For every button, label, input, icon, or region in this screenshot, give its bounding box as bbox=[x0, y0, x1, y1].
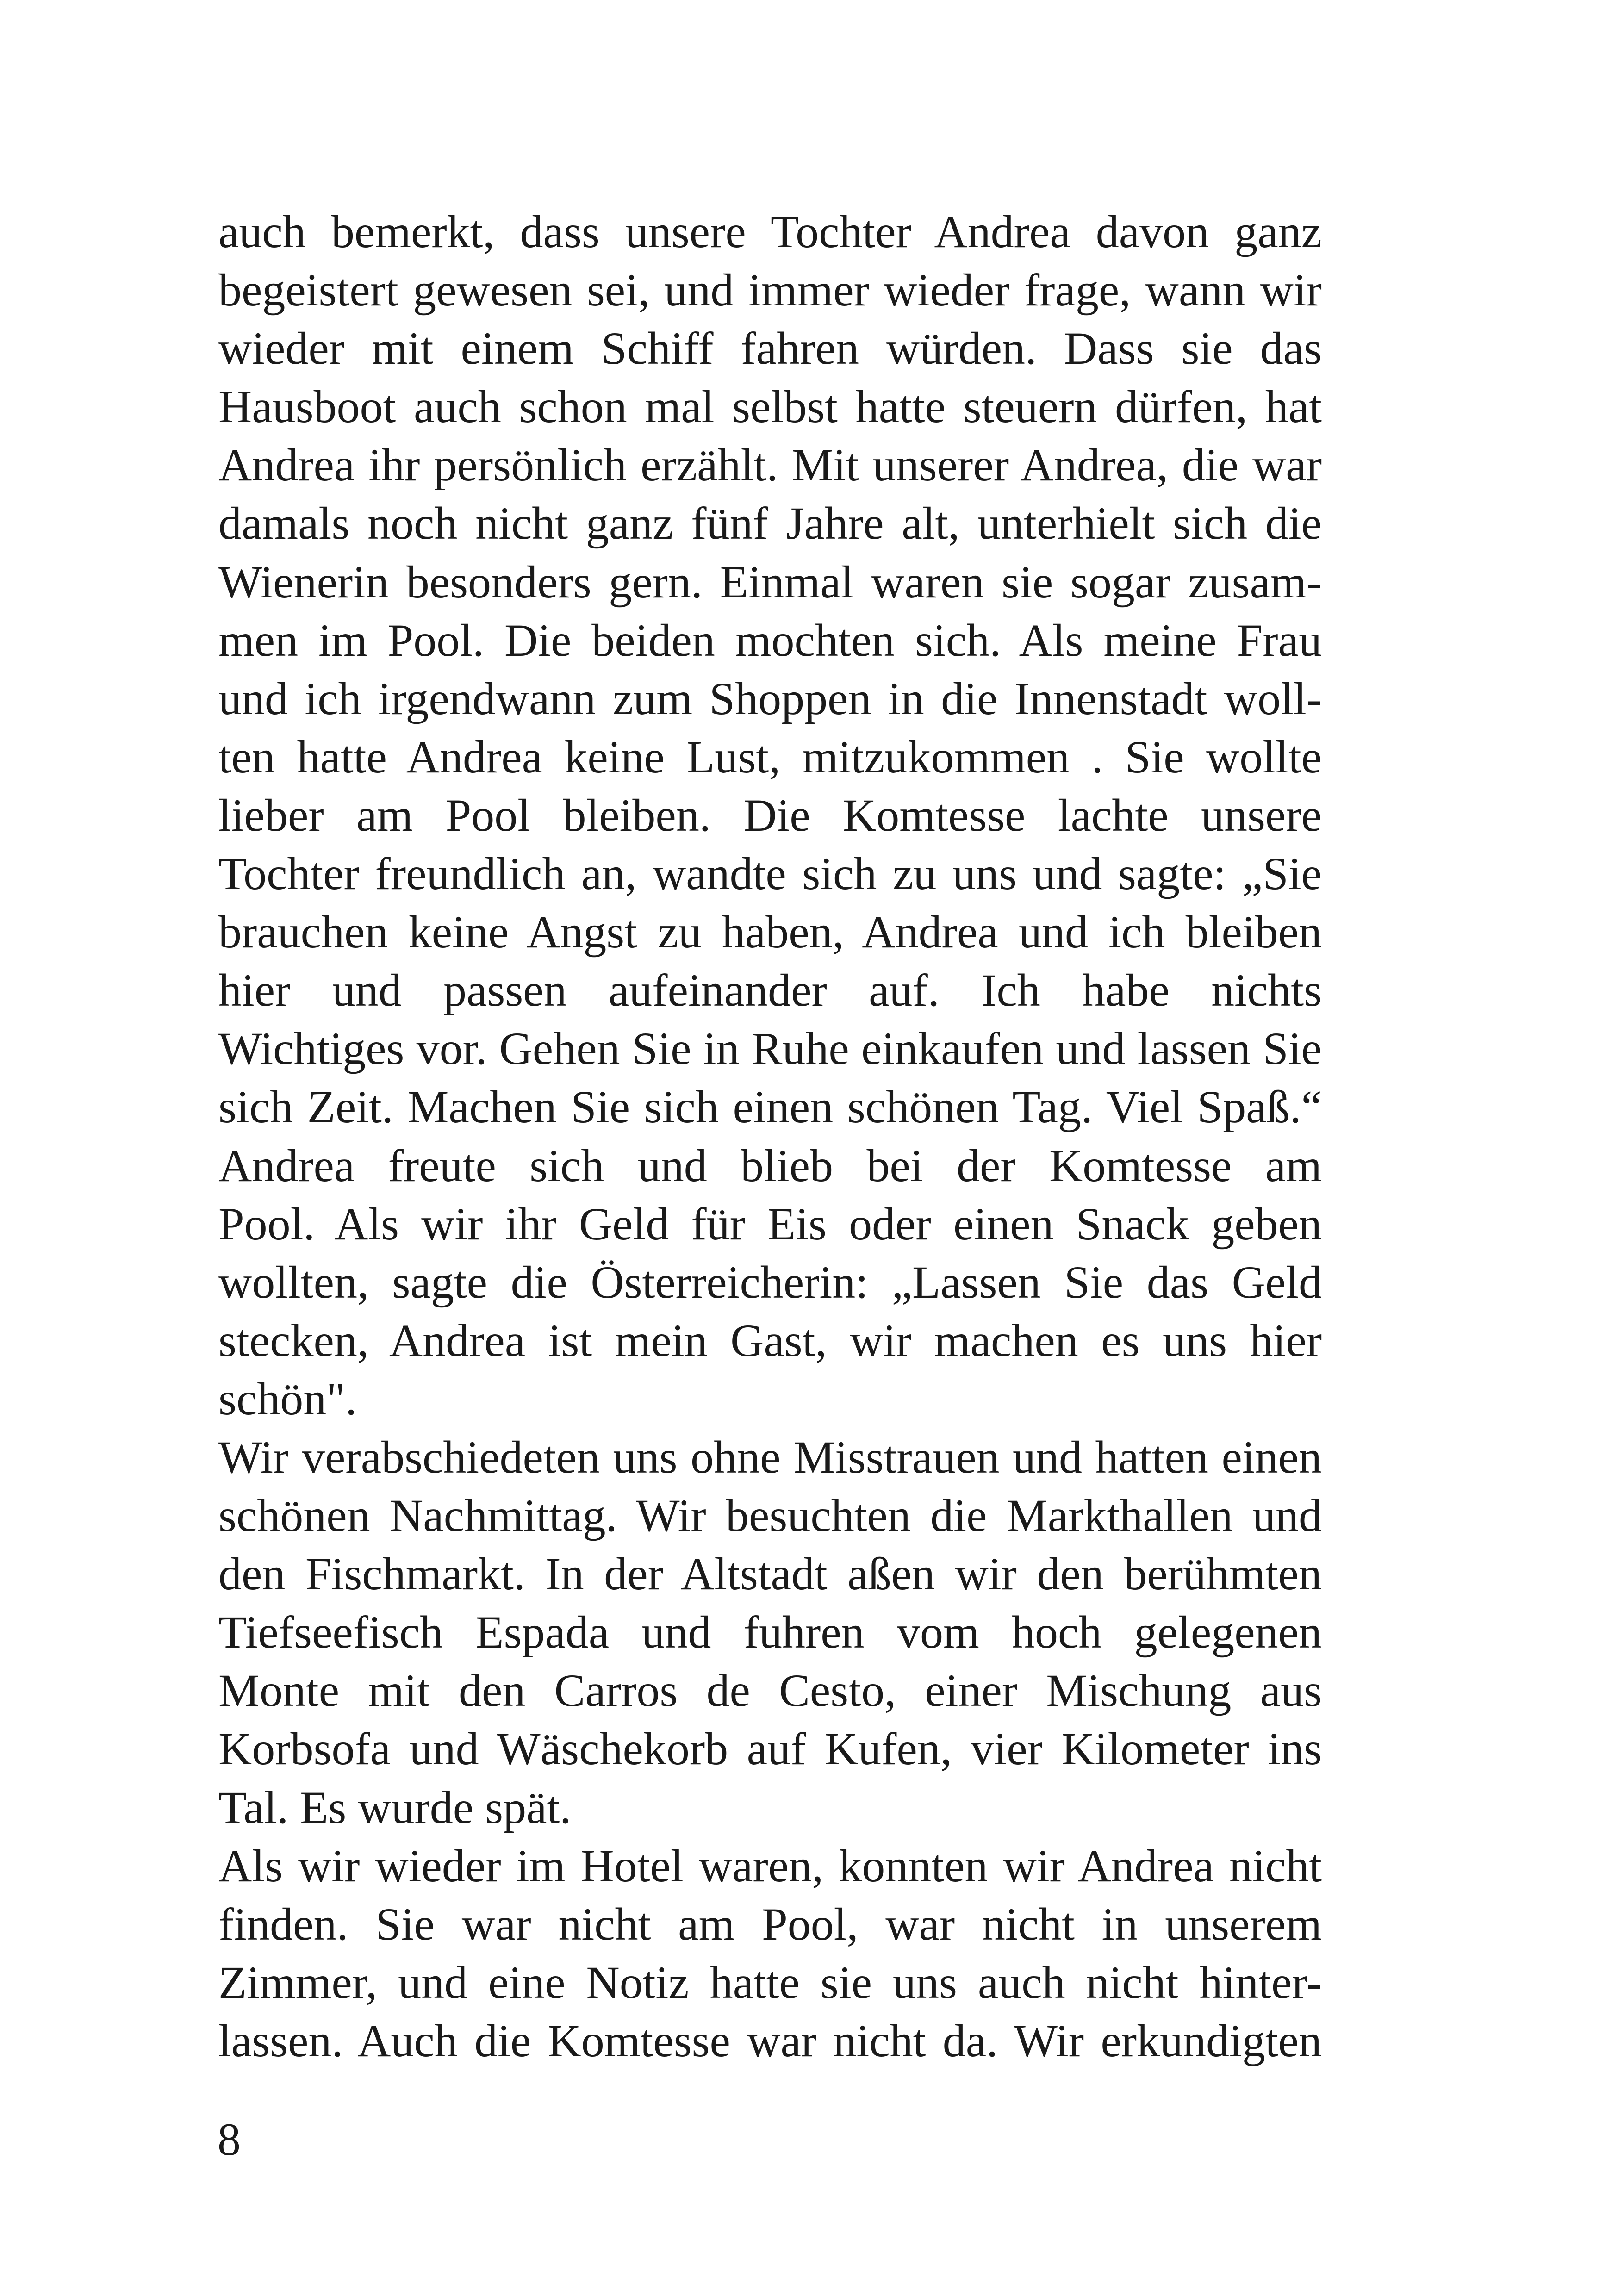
text-line: Monte mit den Carros de Cesto, einer Mischung aus bbox=[218, 1665, 1322, 1717]
text-line: wieder mit einem Schiff fahren würden. Dass sie das bbox=[218, 323, 1322, 374]
text-line: Korbsofa und Wäschekorb auf Kufen, vier Kilometer ins bbox=[218, 1723, 1322, 1775]
text-line: und ich irgendwann zum Shoppen in die Innenstadt woll- bbox=[218, 672, 1322, 724]
text-line: Wichtiges vor. Gehen Sie in Ruhe einkaufen und lassen Sie bbox=[218, 1023, 1322, 1075]
text-line: hier und passen aufeinander auf. Ich habe nichts bbox=[218, 964, 1322, 1016]
text-line: den Fischmarkt. In der Altstadt aßen wir den berühmten bbox=[218, 1548, 1322, 1600]
text-line: auch bemerkt, dass unsere Tochter Andrea davon ganz bbox=[218, 206, 1322, 257]
text-line: men im Pool. Die beiden mochten sich. Als meine Frau bbox=[218, 614, 1322, 666]
text-line: ten hatte Andrea keine Lust, mitzukommen . Sie wollte bbox=[218, 731, 1322, 783]
text-line: Andrea freute sich und blieb bei der Komtesse am bbox=[218, 1139, 1322, 1191]
text-line: Hausboot auch schon mal selbst hatte steuern dürfen, hat bbox=[218, 381, 1322, 433]
body-text bbox=[218, 203, 1322, 2070]
text-line: finden. Sie war nicht am Pool, war nicht in unserem bbox=[218, 1898, 1322, 1950]
text-line: schön". bbox=[218, 1373, 357, 1425]
text-line: lassen. Auch die Komtesse war nicht da. Wir erkundigten bbox=[218, 2015, 1322, 2066]
text-line: wollten, sagte die Österreicherin: „Lassen Sie das Geld bbox=[218, 1256, 1322, 1308]
text-line: Pool. Als wir ihr Geld für Eis oder einen Snack geben bbox=[218, 1198, 1322, 1250]
text-line: Als wir wieder im Hotel waren, konnten wir Andrea nicht bbox=[218, 1840, 1322, 1892]
text-line: lieber am Pool bleiben. Die Komtesse lachte unsere bbox=[218, 789, 1322, 841]
text-line: damals noch nicht ganz fünf Jahre alt, unterhielt sich die bbox=[218, 498, 1322, 549]
text-line: sich Zeit. Machen Sie sich einen schönen Tag. Viel Spaß.“ bbox=[218, 1081, 1322, 1133]
text-line: Wienerin besonders gern. Einmal waren sie sogar zusam- bbox=[218, 556, 1322, 608]
text-line: Wir verabschiedeten uns ohne Misstrauen und hatten einen bbox=[218, 1431, 1322, 1483]
text-line: begeistert gewesen sei, und immer wieder frage, wann wir bbox=[218, 264, 1322, 316]
text-line: Tiefseefisch Espada und fuhren vom hoch gelegenen bbox=[218, 1606, 1322, 1658]
text-line: stecken, Andrea ist mein Gast, wir machen es uns hier bbox=[218, 1314, 1322, 1366]
text-line: Tal. Es wurde spät. bbox=[218, 1781, 572, 1833]
text-line: Zimmer, und eine Notiz hatte sie uns auch nicht hinter- bbox=[218, 1956, 1322, 2008]
text-line: schönen Nachmittag. Wir besuchten die Markthallen und bbox=[218, 1490, 1322, 1542]
page-number: 8 bbox=[218, 2114, 241, 2165]
text-line: Tochter freundlich an, wandte sich zu uns und sagte: „Sie bbox=[218, 848, 1322, 900]
text-line: brauchen keine Angst zu haben, Andrea und ich bleiben bbox=[218, 906, 1322, 958]
text-line: Andrea ihr persönlich erzählt. Mit unserer Andrea, die war bbox=[218, 439, 1322, 491]
